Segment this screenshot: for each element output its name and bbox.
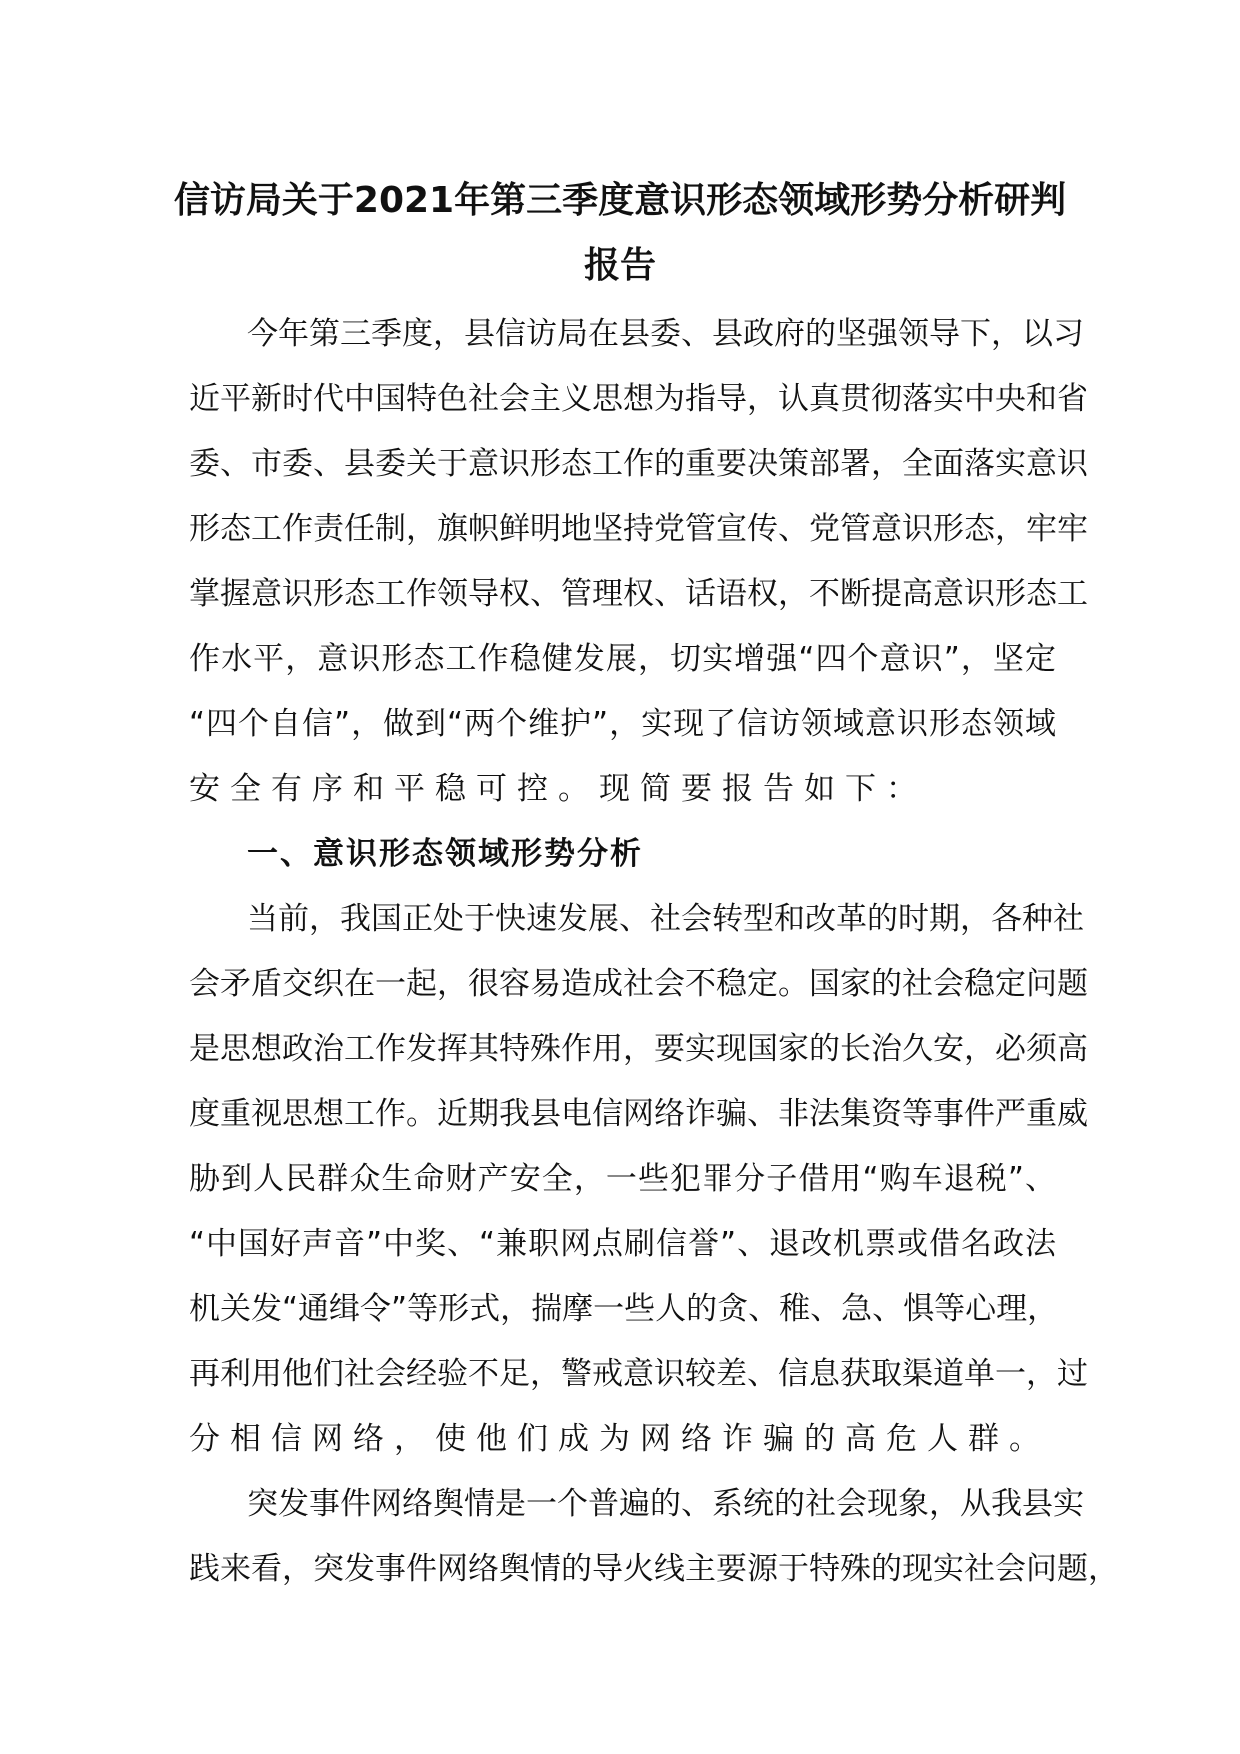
paragraph-line: 再利用他们社会经验不足，警戒意识较差、信息获取渠道单一，过 bbox=[189, 1356, 1088, 1392]
paragraph-line: 践来看，突发事件网络舆情的导火线主要源于特殊的现实社会问题， bbox=[189, 1551, 1119, 1587]
section-heading: 一、意识形态领域形势分析 bbox=[247, 836, 643, 872]
paragraph-line: 机关发“通缉令”等形式，揣摩一些人的贪、稚、急、惧等心理， bbox=[189, 1291, 1059, 1327]
paragraph-line: “中国好声音”中奖、“兼职网点刷信誉”、退改机票或借名政法 bbox=[189, 1226, 1056, 1262]
paragraph-line: 分相信网络，使他们成为网络诈骗的高危人群。 bbox=[189, 1421, 1050, 1457]
document-title: 信访局关于2021年第三季度意识形态领域形势分析研判 bbox=[173, 180, 1067, 221]
paragraph-line: 掌握意识形态工作领导权、管理权、话语权，不断提高意识形态工 bbox=[189, 576, 1088, 612]
paragraph-line: 委、市委、县委关于意识形态工作的重要决策部署，全面落实意识 bbox=[189, 446, 1088, 482]
document-title-continued: 报告 bbox=[583, 245, 656, 286]
paragraph-line: 今年第三季度，县信访局在县委、县政府的坚强领导下，以习 bbox=[247, 316, 1084, 352]
paragraph-line: 近平新时代中国特色社会主义思想为指导，认真贯彻落实中央和省 bbox=[189, 381, 1088, 417]
paragraph-line: 胁到人民群众生命财产安全，一些犯罪分子借用“购车退税”、 bbox=[189, 1161, 1056, 1197]
paragraph-line: 形态工作责任制，旗帜鲜明地坚持党管宣传、党管意识形态，牢牢 bbox=[189, 511, 1088, 547]
paragraph-line: 安全有序和平稳可控。现简要报告如下： bbox=[189, 771, 927, 807]
paragraph-line: 突发事件网络舆情是一个普遍的、系统的社会现象，从我县实 bbox=[247, 1486, 1084, 1522]
paragraph-line: 度重视思想工作。近期我县电信网络诈骗、非法集资等事件严重威 bbox=[189, 1096, 1088, 1132]
paragraph-line: 作水平，意识形态工作稳健发展，切实增强“四个意识”，坚定 bbox=[189, 641, 1056, 677]
paragraph-line: “四个自信”，做到“两个维护”，实现了信访领域意识形态领域 bbox=[189, 706, 1056, 742]
paragraph-line: 会矛盾交织在一起，很容易造成社会不稳定。国家的社会稳定问题 bbox=[189, 966, 1088, 1002]
paragraph-line: 当前，我国正处于快速发展、社会转型和改革的时期，各种社 bbox=[247, 901, 1084, 937]
paragraph-line: 是思想政治工作发挥其特殊作用，要实现国家的长治久安，必须高 bbox=[189, 1031, 1088, 1067]
